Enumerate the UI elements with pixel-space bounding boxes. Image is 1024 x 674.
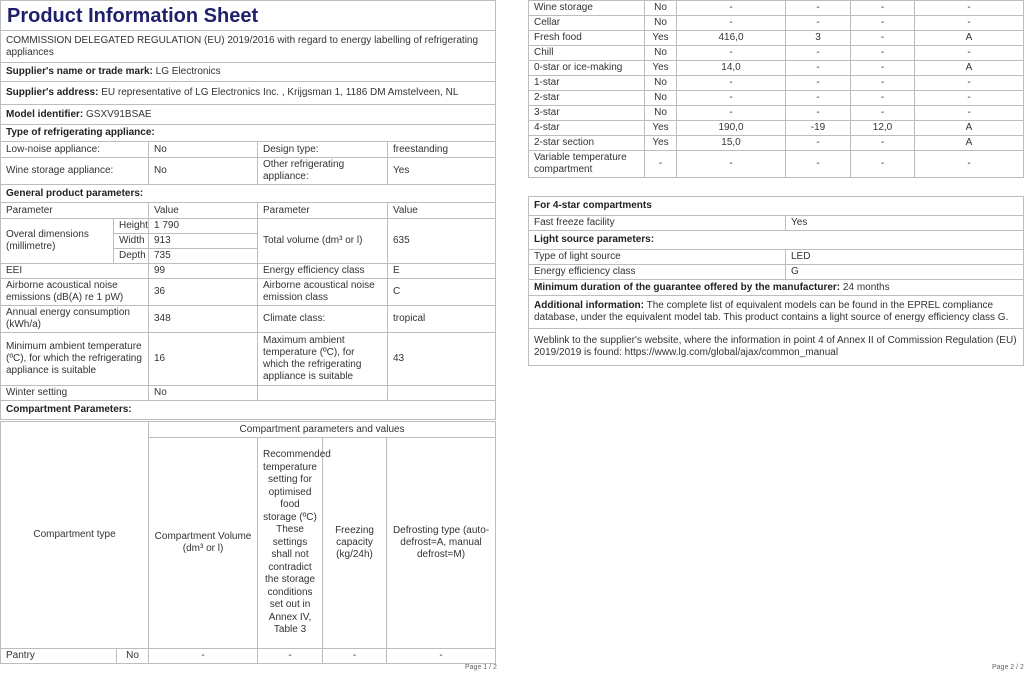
compartment-name: Wine storage <box>529 1 645 16</box>
page-number: Page 2 / 2 <box>992 664 1024 671</box>
table-row <box>529 1 1024 16</box>
guarantee-value: 24 months <box>842 281 890 293</box>
compartment-volume: - <box>677 76 786 91</box>
light-source-heading: Light source parameters: <box>529 231 1024 250</box>
guarantee-row <box>529 280 1024 296</box>
total-volume-value: 635 <box>388 219 496 264</box>
compartment-name: 2-star section <box>529 136 645 151</box>
compartment-temp: - <box>786 46 851 61</box>
compartment-name: 2-star <box>529 91 645 106</box>
page-1 <box>0 0 496 674</box>
compartment-present: No <box>645 91 677 106</box>
compartment-type-header: Compartment type <box>1 422 149 649</box>
compartment-defrost: - <box>915 76 1024 91</box>
compartment-freezing: - <box>851 91 915 106</box>
table-row <box>529 16 1024 31</box>
fast-freeze-value: Yes <box>786 216 1024 231</box>
compartment-volume: - <box>677 46 786 61</box>
compartment-name: Variable temperature compartment <box>529 151 645 178</box>
max-temp-label: Maximum ambient temperature (ºC), for which the refrigerating appliance is suitable <box>258 333 388 386</box>
compartment-defrost: - <box>387 649 496 664</box>
compartment-name: 4-star <box>529 121 645 136</box>
eei-value: 99 <box>149 264 258 279</box>
min-temp-label: Minimum ambient temperature (ºC), for which the refrigerating appliance is suitable <box>1 333 149 386</box>
width-label: Width <box>114 234 149 249</box>
winter-setting-value: No <box>149 386 258 401</box>
recommended-temp-header <box>258 438 331 649</box>
wine-storage-value: No <box>149 158 258 185</box>
compartment-present: Yes <box>645 136 677 151</box>
compartment-volume-header: Compartment Volume (dm³ or l) <box>149 438 258 649</box>
compartment-name: 3-star <box>529 106 645 121</box>
width-value: 913 <box>149 234 258 249</box>
compartment-defrost: - <box>915 46 1024 61</box>
depth-value: 735 <box>149 249 258 264</box>
header-table <box>0 0 496 142</box>
compartment-temp: - <box>786 16 851 31</box>
compartment-name: Cellar <box>529 16 645 31</box>
compartment-name: Pantry <box>1 649 117 664</box>
annual-energy-label: Annual energy consumption (kWh/a) <box>1 306 149 333</box>
compartment-freezing: - <box>851 106 915 121</box>
supplier-name-label: Supplier's name or trade mark: <box>6 66 153 77</box>
model-row <box>1 105 496 125</box>
compartment-table-continued <box>528 0 1024 178</box>
compartment-defrost: - <box>915 1 1024 16</box>
table-row <box>529 91 1024 106</box>
compartment-heading: Compartment Parameters: <box>1 401 496 420</box>
regulation-text: COMMISSION DELEGATED REGULATION (EU) 2019/2016 with regard to energy labelling of refrigerating appliances <box>1 31 496 63</box>
table-row <box>529 151 1024 178</box>
supplier-address: EU representative of LG Electronics Inc. , Krijgsman 1, 1186 DM Amstelveen, NL <box>101 87 459 98</box>
table-row <box>529 31 1024 46</box>
supplier-name: LG Electronics <box>155 66 221 77</box>
general-heading: General product parameters: <box>1 185 496 203</box>
compartment-present: Yes <box>645 61 677 76</box>
fast-freeze-label: Fast freeze facility <box>529 216 786 231</box>
supplier-address-row <box>1 82 496 105</box>
compartment-volume: 14,0 <box>677 61 786 76</box>
design-type-value: freestanding <box>388 142 496 158</box>
compartment-temp: - <box>258 649 323 664</box>
height-label: Height <box>114 219 149 234</box>
compartment-name: Chill <box>529 46 645 61</box>
compartment-volume: 416,0 <box>677 31 786 46</box>
additional-info-row <box>529 296 1024 329</box>
empty-cell <box>388 386 496 401</box>
compartment-present: No <box>117 649 149 664</box>
light-class-value: G <box>786 265 1024 280</box>
compartment-freezing: - <box>851 1 915 16</box>
compartment-defrost: A <box>915 31 1024 46</box>
table-row <box>529 61 1024 76</box>
model-identifier: GSXV91BSAE <box>86 108 152 120</box>
four-star-table <box>528 196 1024 366</box>
type-heading: Type of refrigerating appliance: <box>1 125 496 142</box>
light-type-label: Type of light source <box>529 250 786 265</box>
page-number: Page 1 / 2 <box>465 664 497 671</box>
compartment-volume: 15,0 <box>677 136 786 151</box>
weblink-text: Weblink to the supplier's website, where the information in point 4 of Annex II of Commission Regulation (EU) 2019/2019 is found: https://www.lg.com/global/ajax/common_manual <box>529 329 1024 366</box>
low-noise-value: No <box>149 142 258 158</box>
compartment-freezing: - <box>851 136 915 151</box>
compartment-present: No <box>645 1 677 16</box>
compartment-temp: - <box>786 1 851 16</box>
defrosting-type-header: Defrosting type (auto-defrost=A, manual defrost=M) <box>387 438 496 649</box>
compartment-temp: - <box>786 106 851 121</box>
table-row <box>529 106 1024 121</box>
compartment-freezing: - <box>851 46 915 61</box>
value-header-1: Value <box>149 203 258 219</box>
compartment-name: 1-star <box>529 76 645 91</box>
low-noise-label: Low-noise appliance: <box>1 142 149 158</box>
total-volume-label: Total volume (dm³ or l) <box>258 219 388 264</box>
compartment-freezing: - <box>851 31 915 46</box>
compartment-temp: - <box>786 76 851 91</box>
table-row <box>1 649 496 664</box>
compartment-freezing: - <box>851 61 915 76</box>
climate-class-value: tropical <box>388 306 496 333</box>
model-label: Model identifier: <box>6 108 84 120</box>
climate-class-label: Climate class: <box>258 306 388 333</box>
compartment-params-header: Compartment parameters and values <box>149 422 496 438</box>
eei-label: EEI <box>1 264 149 279</box>
height-value: 1 790 <box>149 219 258 234</box>
compartment-defrost: - <box>915 151 1024 178</box>
energy-class-label: Energy efficiency class <box>258 264 388 279</box>
compartment-present: - <box>645 151 677 178</box>
four-star-heading: For 4-star compartments <box>529 197 1024 216</box>
recommended-temp-title: Recommended temperature setting for optimised food storage (ºC) <box>263 449 331 523</box>
compartment-defrost: A <box>915 61 1024 76</box>
compartment-defrost: - <box>915 16 1024 31</box>
compartment-volume: - <box>677 1 786 16</box>
compartment-freezing: - <box>851 16 915 31</box>
compartment-present: No <box>645 76 677 91</box>
max-temp-value: 43 <box>388 333 496 386</box>
light-type-value: LED <box>786 250 1024 265</box>
supplier-address-label: Supplier's address: <box>6 87 99 98</box>
freezing-capacity-header: Freezing capacity (kg/24h) <box>323 438 387 649</box>
supplier-name-row <box>1 63 496 82</box>
depth-label: Depth <box>114 249 149 264</box>
winter-setting-label: Winter setting <box>1 386 149 401</box>
compartment-temp: 3 <box>786 31 851 46</box>
energy-class-value: E <box>388 264 496 279</box>
compartment-defrost: - <box>915 91 1024 106</box>
noise-class-value: C <box>388 279 496 306</box>
param-header-2: Parameter <box>258 203 388 219</box>
empty-cell <box>258 386 388 401</box>
compartment-volume: - <box>677 16 786 31</box>
noise-class-label: Airborne acoustical noise emission class <box>258 279 388 306</box>
compartment-present: No <box>645 106 677 121</box>
compartment-freezing: - <box>851 151 915 178</box>
compartment-freezing: - <box>323 649 387 664</box>
design-type-label: Design type: <box>258 142 388 158</box>
compartment-table <box>0 421 496 664</box>
noise-label: Airborne acoustical noise emissions (dB(A) re 1 pW) <box>1 279 149 306</box>
compartment-present: Yes <box>645 121 677 136</box>
compartment-freezing: - <box>851 76 915 91</box>
additional-info-text: The complete list of equivalent models can be found in the EPREL compliance database, under the equivalent model tab. This product contains a light source of energy efficiency class G. <box>534 300 1009 323</box>
compartment-volume: - <box>677 151 786 178</box>
compartment-volume: - <box>677 91 786 106</box>
compartment-present: No <box>645 46 677 61</box>
min-temp-value: 16 <box>149 333 258 386</box>
general-params-table <box>0 218 496 420</box>
compartment-temp: - <box>786 61 851 76</box>
compartment-name: 0-star or ice-making <box>529 61 645 76</box>
type-table <box>0 141 496 219</box>
additional-info-label: Additional information: <box>534 300 644 311</box>
compartment-present: Yes <box>645 31 677 46</box>
page-2 <box>528 0 1024 674</box>
compartment-defrost: A <box>915 121 1024 136</box>
guarantee-label: Minimum duration of the guarantee offered by the manufacturer: <box>534 281 841 293</box>
other-appliance-label: Other refrigerating appliance: <box>258 158 388 185</box>
compartment-name: Fresh food <box>529 31 645 46</box>
compartment-temp: - <box>786 151 851 178</box>
table-row <box>529 76 1024 91</box>
compartment-volume: 190,0 <box>677 121 786 136</box>
table-row <box>529 121 1024 136</box>
compartment-present: No <box>645 16 677 31</box>
compartment-freezing: 12,0 <box>851 121 915 136</box>
compartment-temp: - <box>786 136 851 151</box>
light-class-label: Energy efficiency class <box>529 265 786 280</box>
wine-storage-label: Wine storage appliance: <box>1 158 149 185</box>
compartment-temp: - <box>786 91 851 106</box>
page-title: Product Information Sheet <box>1 1 496 31</box>
table-row <box>529 46 1024 61</box>
param-header-1: Parameter <box>1 203 149 219</box>
annual-energy-value: 348 <box>149 306 258 333</box>
compartment-defrost: - <box>915 106 1024 121</box>
other-appliance-value: Yes <box>388 158 496 185</box>
compartment-defrost: A <box>915 136 1024 151</box>
recommended-temp-note: These settings shall not contradict the storage conditions set out in Annex IV, Table 3 <box>264 524 316 636</box>
table-row <box>529 136 1024 151</box>
compartment-volume: - <box>677 106 786 121</box>
noise-value: 36 <box>149 279 258 306</box>
compartment-temp: -19 <box>786 121 851 136</box>
value-header-2: Value <box>388 203 496 219</box>
compartment-volume: - <box>149 649 258 664</box>
overall-dims-label: Overal dimensions (millimetre) <box>1 219 114 264</box>
